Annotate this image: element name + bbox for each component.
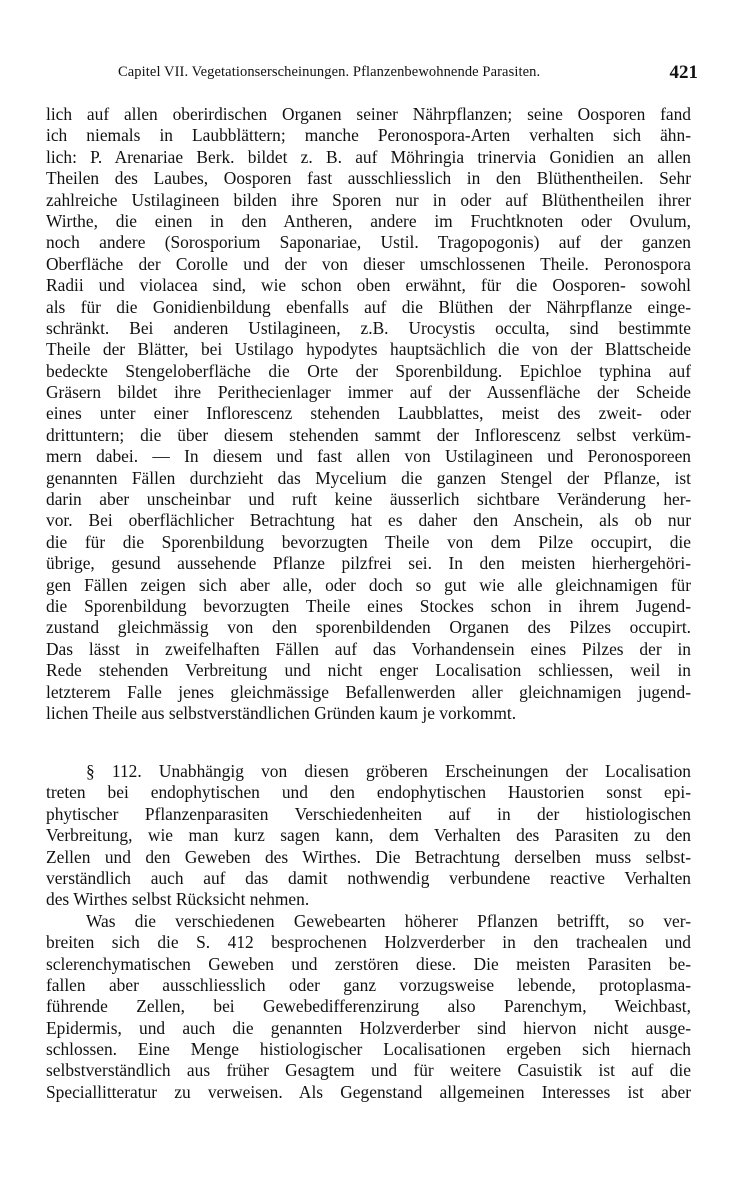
running-head: Capitel VII. Vegetationserscheinungen. Pflanzenbewohnende Parasiten. <box>118 64 541 80</box>
text-line: breiten sich die S. 412 besprochenen Holzverderber in den trachealen und <box>46 932 691 953</box>
text-line: Epidermis, und auch die genannten Holzverderber sind hiervon nicht ausge- <box>46 1017 691 1038</box>
text-line: mern dabei. — In diesem und fast allen von Ustilagineen und Peronosporeen <box>46 446 691 467</box>
text-line: die Sporenbildung bevorzugten Theile eines Stockes schon in ihrem Jugend- <box>46 595 691 616</box>
text-line: Gräsern bildet ihre Perithecienlager immer auf der Aussenfläche der Scheide <box>46 382 691 403</box>
text-line: vor. Bei oberflächlicher Betrachtung hat es daher den Anschein, als ob nur <box>46 510 691 531</box>
paragraph-block-2 <box>46 761 691 1103</box>
text-line: treten bei endophytischen und den endophytischen Haustorien sonst epi- <box>46 782 691 803</box>
text-line: des Wirthes selbst Rücksicht nehmen. <box>46 889 310 910</box>
text-line: lich: P. Arenariae Berk. bildet z. B. auf Möhringia trinervia Gonidien an allen <box>46 146 691 167</box>
text-line: genannten Fällen durchzieht das Mycelium die ganzen Stengel der Pflanze, ist <box>46 467 691 488</box>
text-line: selbstverständlich aus früher Gesagtem und für weitere Casuistik ist auf die <box>46 1060 691 1081</box>
text-line: phytischer Pflanzenparasiten Verschiedenheiten auf in der histiologischen <box>46 803 691 824</box>
text-line: Zellen und den Geweben des Wirthes. Die Betrachtung derselben muss selbst- <box>46 846 691 867</box>
text-line: Verbreitung, wie man kurz sagen kann, dem Verhalten des Parasiten zu den <box>46 825 691 846</box>
text-line: Was die verschiedenen Gewebearten höherer Pflanzen betrifft, so ver- <box>86 910 691 931</box>
text-line: verständlich auch auf das damit nothwendig verbundene reactive Verhalten <box>46 867 691 888</box>
text-line: Theile der Blätter, bei Ustilago hypodytes hauptsächlich die von der Blattscheide <box>46 339 691 360</box>
text-line: lichen Theile aus selbstverständlichen Gründen kaum je vorkommt. <box>46 702 517 723</box>
text-line: drittuntern; die über diesem stehenden sammt der Inflorescenz selbst verküm- <box>46 424 691 445</box>
text-line: sclerenchymatischen Geweben und zerstören diese. Die meisten Parasiten be- <box>46 953 691 974</box>
text-line: letzterem Falle jenes gleichmässige Befallenwerden aller gleichnamigen jugend- <box>46 681 691 702</box>
text-line: darin aber unscheinbar und ruft keine äusserlich sichtbare Veränderung her- <box>46 489 691 510</box>
text-line: noch andere (Sorosporium Saponariae, Ustil. Tragopogonis) auf der ganzen <box>46 232 691 253</box>
text-line: lich auf allen oberirdischen Organen seiner Nährpflanzen; seine Oosporen fand <box>46 104 691 124</box>
text-line: schlossen. Eine Menge histiologischer Localisationen ergeben sich hiernach <box>46 1039 691 1060</box>
page-header <box>118 62 698 88</box>
text-line: bedeckte Stengeloberfläche die Orte der Sporenbildung. Epichloe typhina auf <box>46 360 691 381</box>
text-line: gen Fällen zeigen sich aber alle, oder doch so gut wie alle gleichnamigen für <box>46 574 691 595</box>
text-line: als für die Gonidienbildung ebenfalls auf die Blüthen der Nährpflanze einge- <box>46 296 691 317</box>
text-line: Speciallitteratur zu verweisen. Als Gegenstand allgemeinen Interesses ist aber <box>46 1081 691 1102</box>
text-line: eines unter einer Inflorescenz stehenden Laubblattes, meist des zweit- oder <box>46 403 691 424</box>
page-number: 421 <box>669 62 698 83</box>
text-line: Theilen des Laubes, Oosporen fast ausschliesslich in den Blüthentheilen. Sehr <box>46 168 691 189</box>
text-line: Wirthe, die einen in den Antheren, andere im Fruchtknoten oder Ovulum, <box>46 210 691 231</box>
text-line: Radii und violacea sind, wie schon oben erwähnt, für die Oosporen- sowohl <box>46 275 691 296</box>
text-line: Rede stehenden Verbreitung und nicht enger Localisation schliessen, weil in <box>46 660 691 681</box>
text-line: übrige, gesund aussehende Pflanze pilzfrei sei. In den meisten hierhergehöri- <box>46 553 691 574</box>
text-line: Das lässt in zweifelhaften Fällen auf das Vorhandensein eines Pilzes der in <box>46 638 691 659</box>
text-line: zahlreiche Ustilagineen bilden ihre Sporen nur in oder auf Blüthentheilen ihrer <box>46 189 691 210</box>
paragraph-block-1 <box>46 104 691 724</box>
text-line: die für die Sporenbildung bevorzugten Theile von dem Pilze occupirt, die <box>46 531 691 552</box>
text-line: ich niemals in Laubblättern; manche Peronospora-Arten verhalten sich ähn- <box>46 125 691 146</box>
text-line: fallen aber ausschliesslich oder ganz vorzugsweise lebende, protoplasma- <box>46 974 691 995</box>
text-line: führende Zellen, bei Gewebedifferenzirung also Parenchym, Weichbast, <box>46 996 691 1017</box>
section-heading-line: § 112. Unabhängig von diesen gröberen Erscheinungen der Localisation <box>86 761 691 781</box>
text-line: schränkt. Bei anderen Ustilagineen, z.B. Urocystis occulta, sind bestimmte <box>46 317 691 338</box>
text-line: Oberfläche der Corolle und der von dieser umschlossenen Theile. Peronospora <box>46 253 691 274</box>
text-line: zustand gleichmässig von den sporenbildenden Organen des Pilzes occupirt. <box>46 617 691 638</box>
